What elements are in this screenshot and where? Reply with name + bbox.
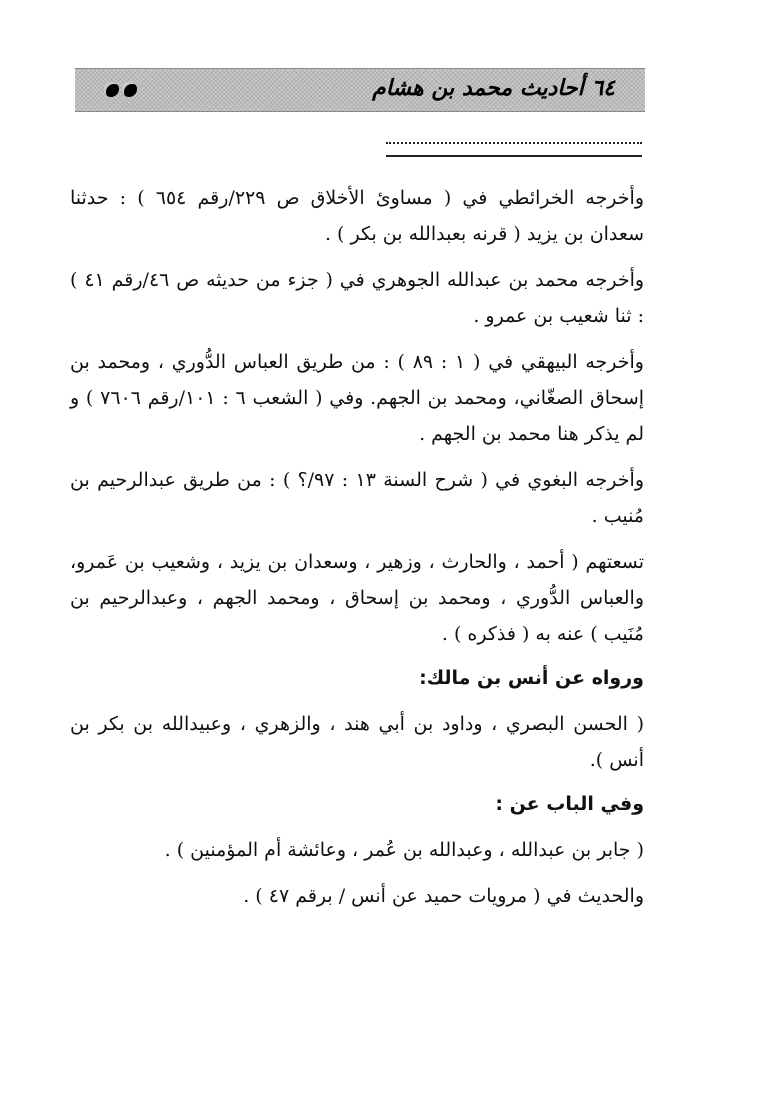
paragraph-baghawi: وأخرجه البغوي في ( شرح السنة ١٣ : ٩٧/؟ ) : من طريق عبدالرحيم بن مُنيب . bbox=[70, 469, 644, 527]
page-body bbox=[70, 180, 644, 924]
closing-reference: والحديث في ( مرويات حميد عن أنس / برقم ٤٧ ) . bbox=[243, 885, 644, 907]
section-heading-bab: وفي الباب عن : bbox=[495, 793, 644, 815]
dotted-separator bbox=[386, 130, 642, 144]
ornament-circle-icon bbox=[103, 81, 119, 97]
paragraph-jawhari: وأخرجه محمد بن عبدالله الجوهري في ( جزء من حديثه ص ٤٦/رقم ٤١ ) : ثنا شعيب بن عمرو . bbox=[70, 269, 645, 327]
page-header-title: ٦٤ أحاديث محمد بن هشام bbox=[372, 76, 615, 101]
paragraph-summary: تسعتهم ( أحمد ، والحارث ، وزهير ، وسعدان بن يزيد ، وشعيب بن عَمرو، والعباس الدُّوري ، ومحمد بن إسحاق ، ومحمد الجهم ، وعبدالرحيم بن مُنَيب ) عنه به ( فذكره ) . bbox=[70, 551, 644, 645]
paragraph-bayhaqi: وأخرجه البيهقي في ( ١ : ٨٩ ) : من طريق العباس الدُّوري ، ومحمد بن إسحاق الصغّاني، ومحمد بن الجهم. وفي ( الشعب ٦ : ١٠١/رقم ٧٦٠٦ ) و لم يذكر هنا محمد بن الجهم . bbox=[70, 351, 645, 445]
paragraph-kharaiti: وأخرجه الخرائطي في ( مساوئ الأخلاق ص ٢٢٩/رقم ٦٥٤ ) : حدثنا سعدان بن يزيد ( قرنه بعبدالله بن بكر ) . bbox=[70, 187, 644, 245]
double-circle-ornament-icon bbox=[103, 81, 137, 97]
horizontal-rule bbox=[386, 155, 642, 157]
narrators-list-bab: ( جابر بن عبدالله ، وعبدالله بن عُمر ، وعائشة أم المؤمنين ) . bbox=[164, 839, 644, 861]
narrators-list-anas: ( الحسن البصري ، وداود بن أبي هند ، والزهري ، وعبيدالله بن بكر بن أنس ). bbox=[70, 713, 644, 771]
page-header bbox=[75, 68, 645, 112]
section-heading-anas: ورواه عن أنس بن مالك: bbox=[419, 667, 644, 689]
ornament-circle-icon bbox=[121, 81, 137, 97]
